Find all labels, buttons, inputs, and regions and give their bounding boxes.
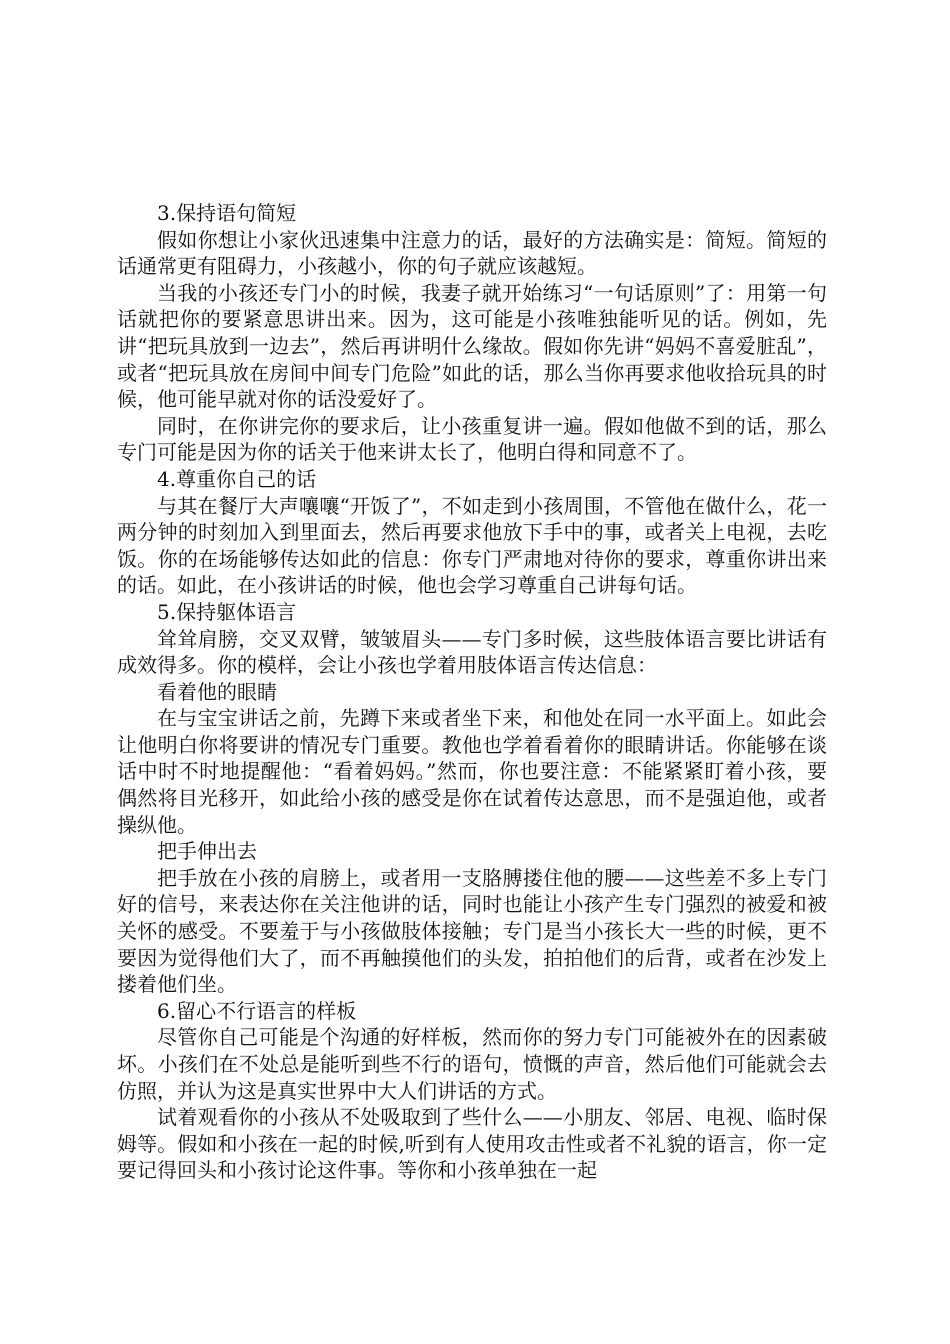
body-paragraph: 同时，在你讲完你的要求后，让小孩重复讲一遍。假如他做不到的话，那么专门可能是因为你的话关于他来讲太长了，他明白得和同意不了。 [117, 413, 827, 465]
subheading-eye-contact: 看着他的眼睛 [157, 679, 277, 704]
body-paragraph: 试着观看你的小孩从不处吸取到了些什么——小朋友、邻居、电视、临时保姆等。假如和小孩在一起的时候,听到有人使用攻击性或者不礼貌的语言，你一定要记得回头和小孩讨论这件事。等你和小孩单独在一起 [117, 1105, 827, 1183]
section-heading-5: 5.保持躯体语言 [157, 599, 297, 624]
subheading-reach-out: 把手伸出去 [157, 839, 257, 864]
document-body [117, 200, 827, 1184]
body-paragraph: 与其在餐厅大声嚷嚷“开饭了”，不如走到小孩周围，不管他在做什么，花一两分钟的时刻加入到里面去，然后再要求他放下手中的事，或者关上电视，去吃饭。你的在场能够传达如此的信息：你专门严肃地对待你的要求，尊重你讲出来的话。如此，在小孩讲话的时候，他也会学习尊重自己讲每句话。 [117, 493, 827, 598]
section-heading-4: 4.尊重你自己的话 [157, 466, 317, 491]
body-paragraph: 把手放在小孩的肩膀上，或者用一支胳膊搂住他的腰——这些差不多上专门好的信号，来表达你在关注他讲的话，同时也能让小孩产生专门强烈的被爱和被关怀的感受。不要羞于与小孩做肢体接触；专门是当小孩长大一些的时候，更不要因为觉得他们大了，而不再触摸他们的头发，拍拍他们的后背，或者在沙发上搂着他们坐。 [117, 865, 827, 997]
body-paragraph: 假如你想让小家伙迅速集中注意力的话，最好的方法确实是：简短。简短的话通常更有阻碍力，小孩越小，你的句子就应该越短。 [117, 227, 827, 279]
body-paragraph: 当我的小孩还专门小的时候，我妻子就开始练习“一句话原则”了：用第一句话就把你的要紧意思讲出来。因为，这可能是小孩唯独能听见的话。例如，先讲“把玩具放到一边去”，然后再讲明什么缘故。假如你先讲“妈妈不喜爱脏乱”，或者“把玩具放在房间中间专门危险”如此的话，那么当你再要求他收拾玩具的时候，他可能早就对你的话没爱好了。 [117, 280, 827, 412]
body-paragraph: 在与宝宝讲话之前，先蹲下来或者坐下来，和他处在同一水平面上。如此会让他明白你将要讲的情况专门重要。教他也学着看着你的眼睛讲话。你能够在谈话中时不时地提醒他：“看着妈妈。”然而，你也要注意：不能紧紧盯着小孩，要偶然将目光移开，如此给小孩的感受是你在试着传达意思，而不是强迫他，或者操纵他。 [117, 706, 827, 837]
body-paragraph: 尽管你自己可能是个沟通的好样板，然而你的努力专门可能被外在的因素破坏。小孩们在不处总是能听到些不行的语句，愤慨的声音，然后他们可能就会去仿照，并认为这是真实世界中大人们讲话的方式。 [117, 1025, 827, 1103]
body-paragraph: 耸耸肩膀，交叉双臂，皱皱眉头——专门多时候，这些肢体语言要比讲话有成效得多。你的模样，会让小孩也学着用肢体语言传达信息： [117, 626, 827, 678]
section-heading-6: 6.留心不行语言的样板 [157, 998, 357, 1023]
section-heading-3: 3.保持语句简短 [157, 201, 297, 225]
